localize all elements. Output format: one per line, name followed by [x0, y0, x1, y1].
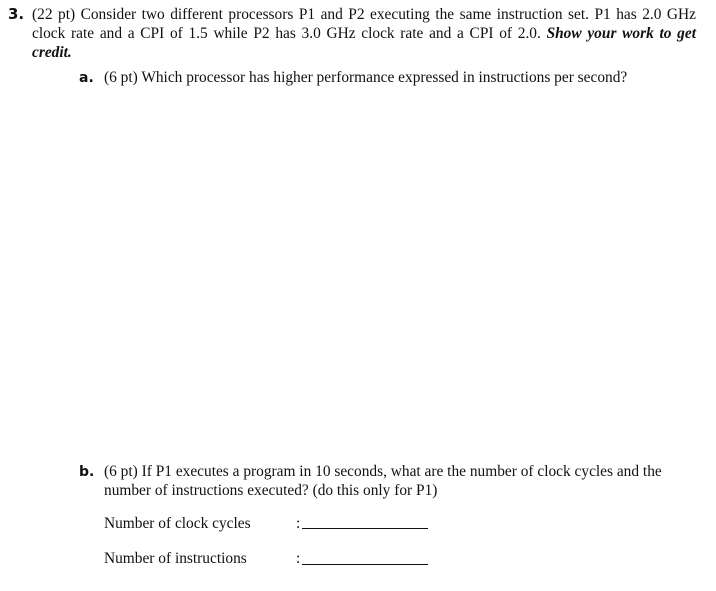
part-a-work-area[interactable]	[104, 95, 694, 445]
part-a-text: (6 pt) Which processor has higher performance expressed in instructions per second?	[104, 69, 628, 86]
part-b-text-line2: number of instructions executed? (do this only for P1)	[104, 482, 438, 499]
question-statement	[32, 5, 696, 62]
instructions-answer-line[interactable]	[302, 564, 428, 565]
instructions-label: Number of instructions	[104, 550, 247, 567]
clock-cycles-label: Number of clock cycles	[104, 515, 251, 532]
question-intro: (22 pt) Consider two different processors P1 and P2 executing the same instruction set. P1 has 2.0 GHz clock rate and a CPI of 1.5 while P2 has 3.0 GHz clock rate and a CPI of 2.0.	[32, 6, 696, 42]
question-emphasis: Show your work to get credit.	[32, 25, 696, 61]
clock-cycles-colon: :	[296, 515, 301, 532]
clock-cycles-answer-line[interactable]	[302, 528, 428, 529]
part-b-text-line1: (6 pt) If P1 executes a program in 10 seconds, what are the number of clock cycles and the	[104, 463, 662, 480]
question-number: 3.	[8, 5, 25, 23]
instructions-colon: :	[296, 550, 301, 567]
part-a-letter: a.	[79, 70, 94, 86]
part-b-letter: b.	[79, 464, 95, 480]
